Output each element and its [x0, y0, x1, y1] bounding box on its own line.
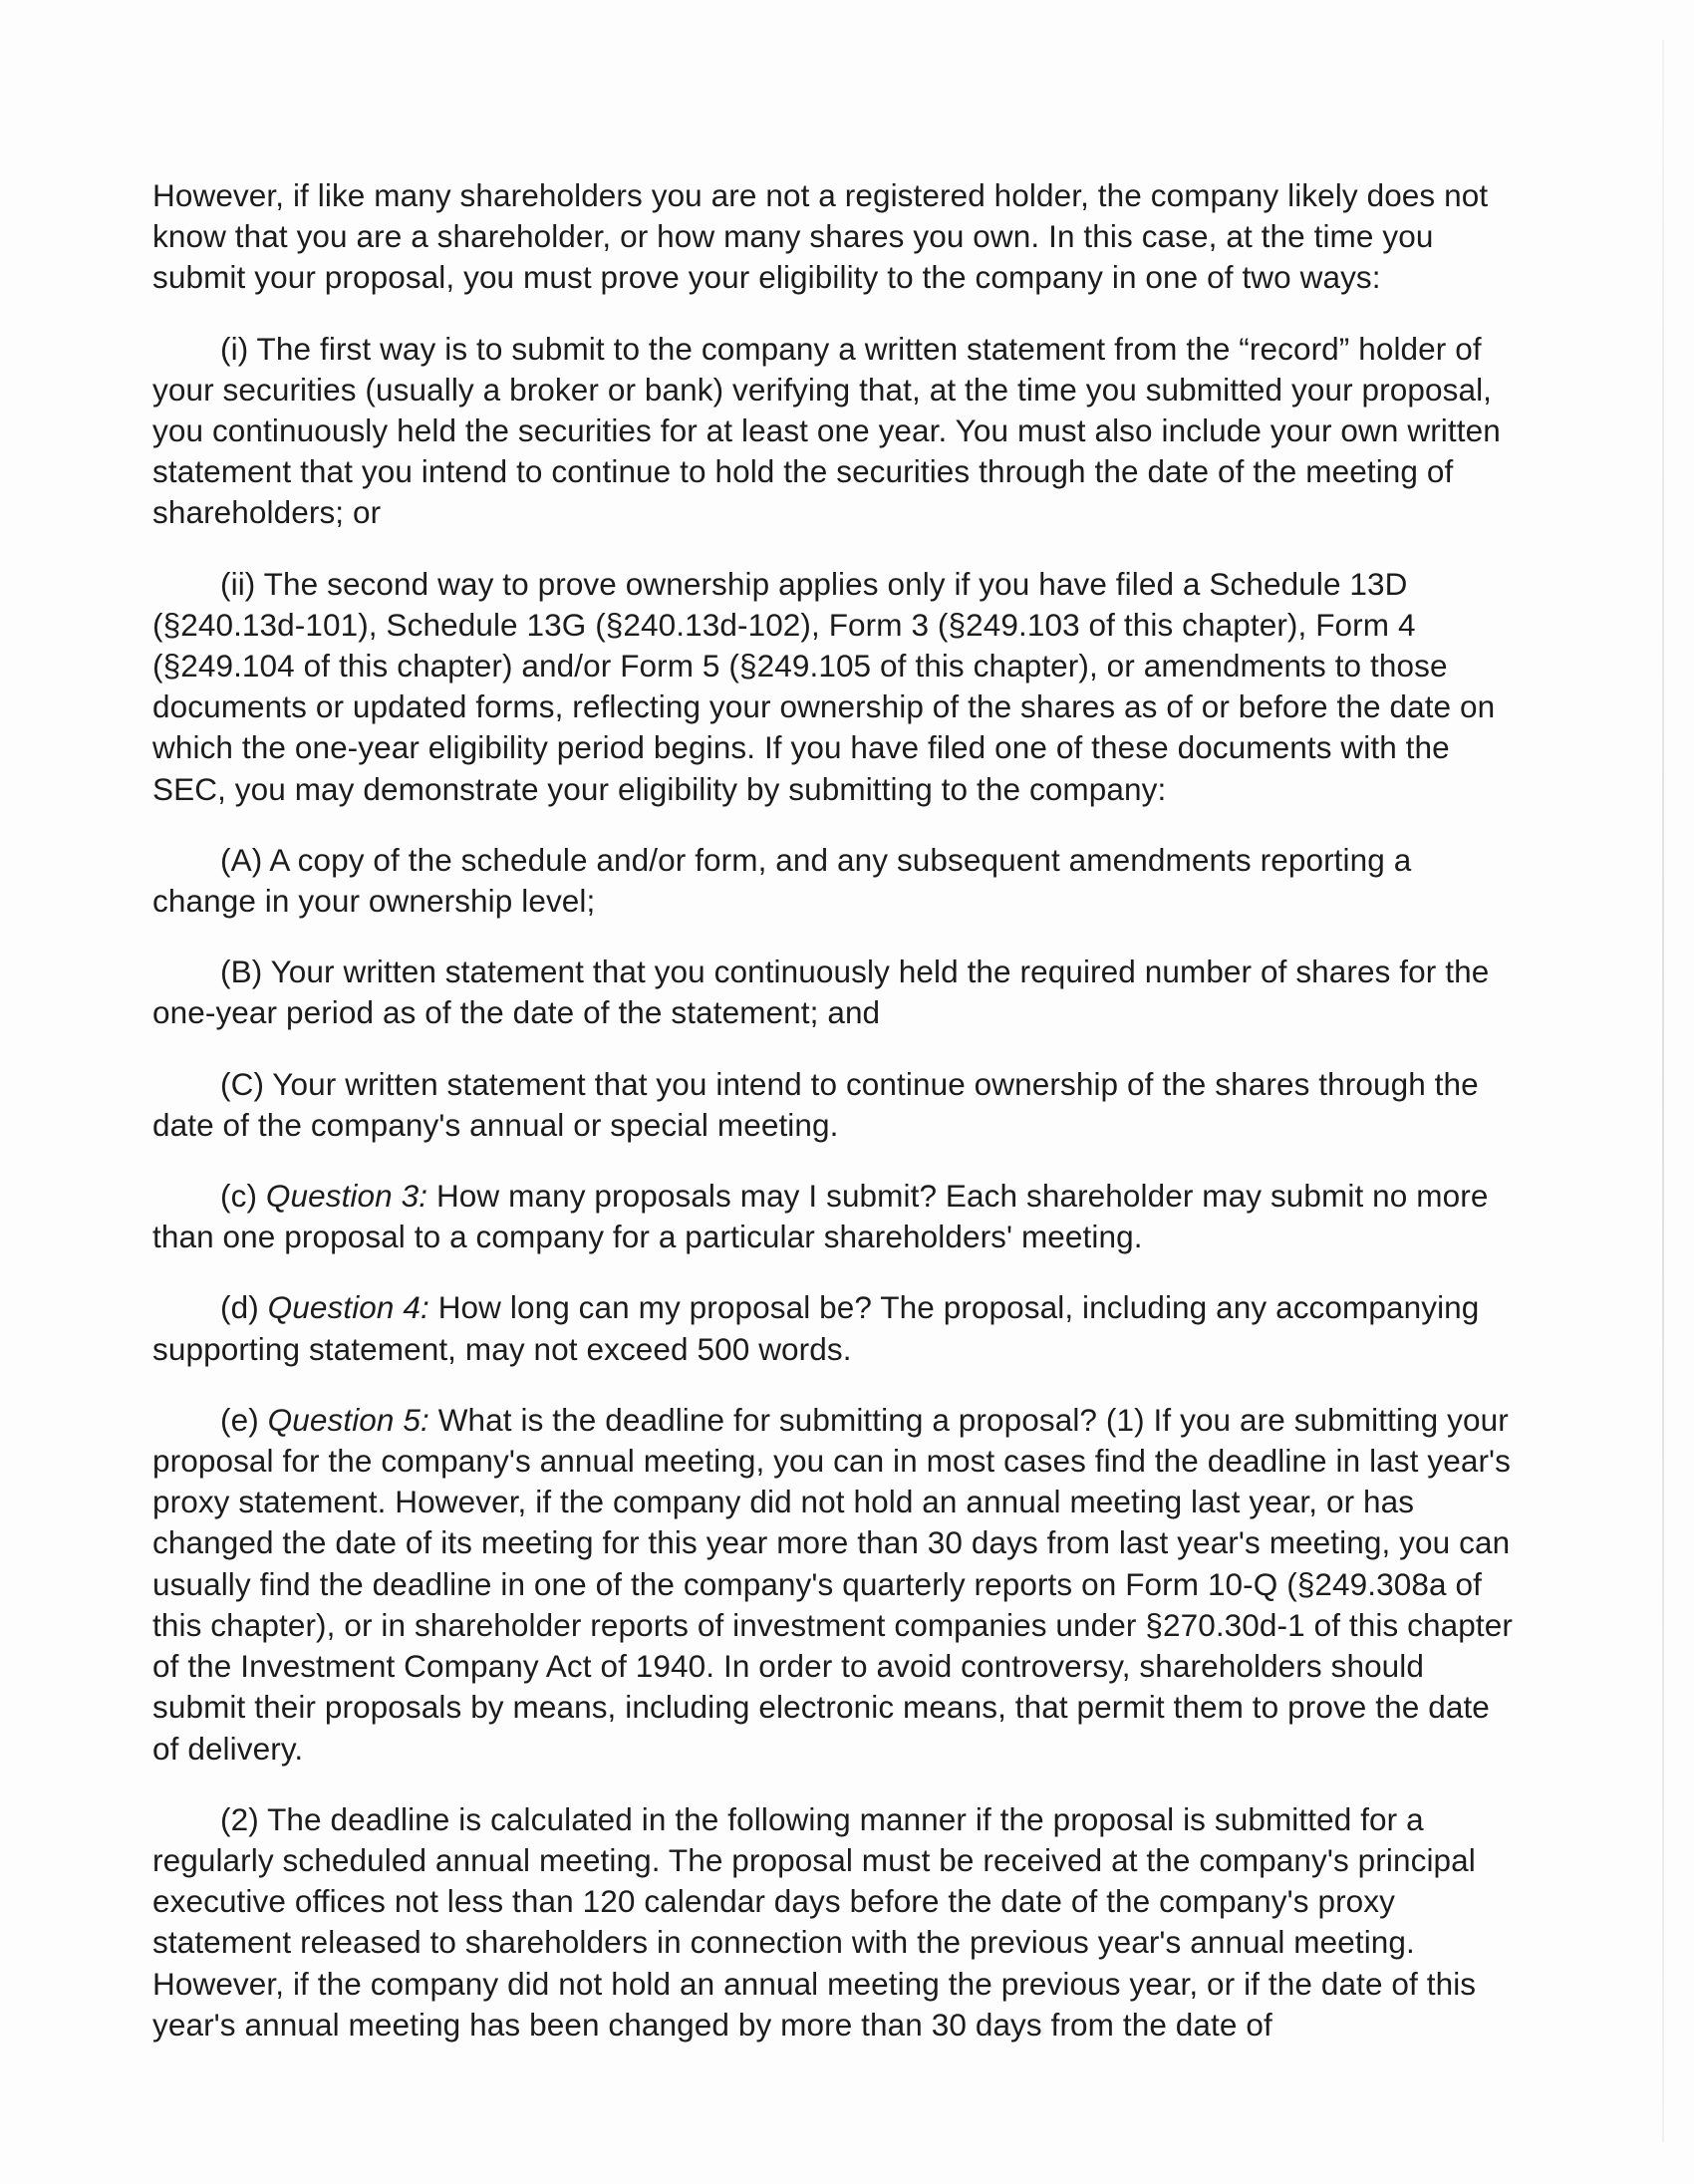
paragraph-deadline-calculation — [152, 1799, 1518, 2046]
paragraph-text: What is the deadline for submitting a proposal? (1) If you are submitting your proposal for the company's annual meeting, you can in most cases find the deadline in last year's proxy statement. However, if the company did not hold an annual meeting last year, or has changed the date of its meeting for this year more than 30 days from last year's meeting, you can usually find the deadline in one of the company's quarterly reports on Form 10-Q (§249.308a of this chapter), or in shareholder reports of investment companies under §270.30d-1 of this chapter of the Investment Company Act of 1940. In order to avoid controversy, shareholders should submit their proposals by means, including electronic means, that permit them to prove the date of delivery. — [152, 1401, 1513, 1767]
document-body — [152, 175, 1518, 2046]
paragraph-question-4 — [152, 1287, 1518, 1369]
paragraph-text: (C) Your written statement that you intend to continue ownership of the shares through the date of the company's annual or special meeting. — [152, 1065, 1479, 1143]
question-label: Question 3: — [265, 1178, 428, 1215]
paragraph-item-b — [152, 952, 1518, 1033]
paragraph-first-way — [152, 329, 1518, 534]
paragraph-text: (2) The deadline is calculated in the following manner if the proposal is submitted for a regularly scheduled annual meeting. The proposal must be received at the company's principal executive offices not less than 120 calendar days before the date of the company's proxy statement released to shareholders in connection with the previous year's annual meeting. However, if the company did not hold an annual meeting the previous year, or if the date of this year's annual meeting has been changed by more than 30 days from the date of — [152, 1800, 1477, 2043]
question-label: Question 4: — [267, 1289, 429, 1326]
paragraph-text: (B) Your written statement that you continuously held the required number of shares for the one-year period as of the date of the statement; and — [152, 954, 1490, 1031]
paragraph-second-way — [152, 564, 1518, 810]
scan-edge-line — [1662, 40, 1664, 2142]
paragraph-text: (A) A copy of the schedule and/or form, and any subsequent amendments reporting a change in your ownership level; — [152, 841, 1412, 920]
paragraph-registered-holder — [152, 175, 1518, 299]
question-label: Question 5: — [267, 1401, 429, 1438]
paragraph-text: (i) The first way is to submit to the company a written statement from the “record” holder of your securities (usually a broker or bank) verifying that, at the time you submitted your proposal, you continuously held the securities for at least one year. You must also include your own written statement that you intend to continue to hold the securities through the date of the meeting of shareholders; or — [152, 330, 1501, 531]
paragraph-question-5 — [152, 1400, 1518, 1770]
paragraph-question-3 — [152, 1176, 1518, 1257]
paragraph-text: (ii) The second way to prove ownership applies only if you have filed a Schedule 13D (§240.13d-101), Schedule 13G (§240.13d-102), Form 3 (§249.103 of this chapter), Form 4 (§249.104 of this chapter) and/or Form 5 (§249.105 of this chapter), or amendments to those documents or updated forms, reflecting your ownership of the shares as of or before the date on which the one-year eligibility period begins. If you have filed one of these documents with the SEC, you may demonstrate your eligibility by submitting to the company: — [152, 565, 1496, 807]
paragraph-item-c — [152, 1064, 1518, 1146]
paragraph-text: However, if like many shareholders you are not a registered holder, the company likely does not know that you are a shareholder, or how many shares you own. In this case, at the time you submit your proposal, you must prove your eligibility to the company in one of two ways: — [152, 177, 1489, 296]
paragraph-text: How long can my proposal be? The proposal, including any accompanying supporting statement, may not exceed 500 words. — [152, 1289, 1480, 1367]
paragraph-prefix: (d) — [220, 1289, 268, 1326]
paragraph-text: How many proposals may I submit? Each shareholder may submit no more than one proposal to a company for a particular shareholders' meeting. — [152, 1178, 1489, 1255]
paragraph-item-a — [152, 840, 1518, 922]
paragraph-prefix: (e) — [220, 1401, 268, 1438]
paragraph-prefix: (c) — [220, 1178, 266, 1215]
